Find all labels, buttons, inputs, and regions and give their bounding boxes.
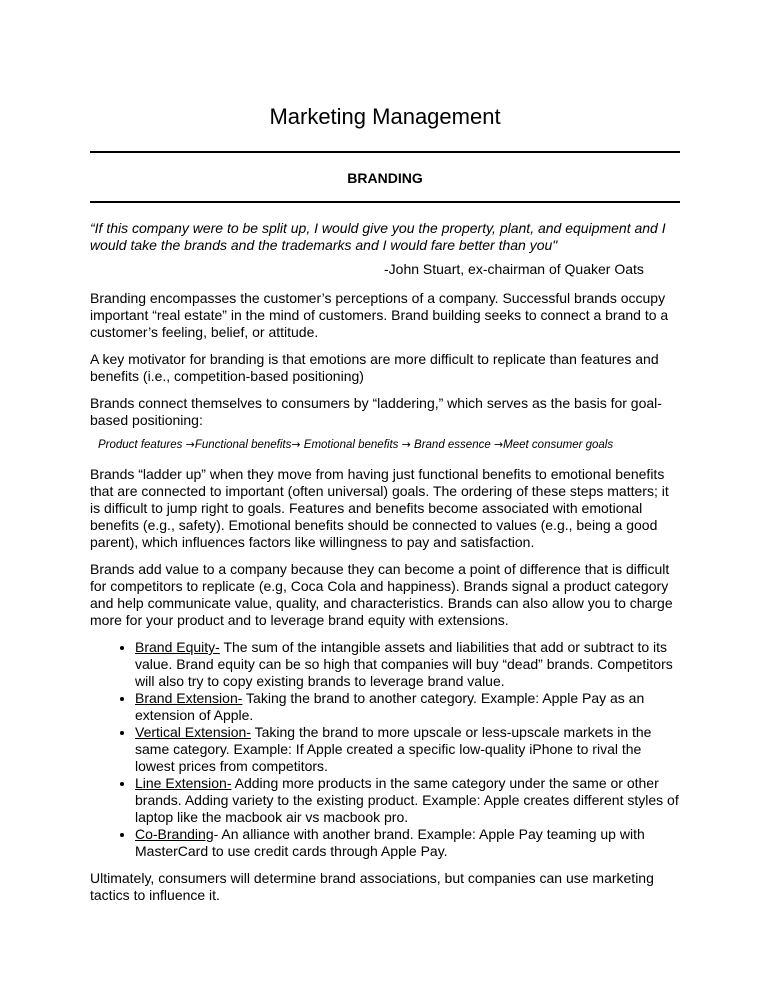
term-label: Co-Branding xyxy=(135,826,214,842)
section-heading: BRANDING xyxy=(347,170,423,186)
right-arrow-icon: → xyxy=(401,438,411,451)
list-item-brand-equity xyxy=(135,639,680,690)
list-item-brand-extension xyxy=(135,690,680,724)
paragraph-intro: Branding encompasses the customer’s perceptions of a company. Successful brands occupy important “real estate” in the mind of customers. Brand building seeks to connect a brand to a customer’s feeling, belief, or attitude. xyxy=(90,290,669,340)
term-label: Brand Equity- xyxy=(135,639,220,655)
paragraph-brand-value: Brands add value to a company because they can become a point of difference that is difficult for competitors to replicate (e.g, Coca Cola and happiness). Brands signal a product category and help communicate value, quality, and characteristics. Brands can also allow you to charge more for your product and to leverage brand equity with extensions. xyxy=(90,561,673,628)
term-definition: The sum of the intangible assets and liabilities that add or subtract to its value. Brand equity can be so high that companies will buy “dead” brands. Competitors will also try to copy existing brands to leverage brand value. xyxy=(135,639,673,689)
term-label: Vertical Extension- xyxy=(135,724,251,740)
quote-attribution: -John Stuart, ex-chairman of Quaker Oats xyxy=(384,261,644,277)
list-item-line-extension xyxy=(135,775,680,826)
top-divider xyxy=(90,151,680,153)
laddering-chain xyxy=(98,436,680,454)
ladder-step-product-features: Product features xyxy=(98,439,183,451)
paragraph-ladder-up: Brands “ladder up” when they move from having just functional benefits to emotional benefits that are connected to important (often universal) goals. The ordering of these steps matters; it is difficult to jump right to goals. Features and benefits become associated with emotional benefits (e.g., safety). Emotional benefits should be connected to values (e.g., being a good parent), which influences factors like willingness to pay and satisfaction. xyxy=(90,466,669,550)
paragraph-conclusion: Ultimately, consumers will determine brand associations, but companies can use marketing tactics to influence it. xyxy=(90,870,654,903)
term-definition: Taking the brand to more upscale or less-upscale markets in the same category. Example: If Apple created a specific low-quality iPhone to rival the lowest prices from competitors. xyxy=(135,724,652,774)
term-definition: Adding more products in the same category under the same or other brands. Adding variety to the existing product. Example: Apple creates different styles of laptop like the macbook air vs macbook pro. xyxy=(135,775,679,825)
ladder-step-functional-benefits: Functional benefits xyxy=(194,439,292,451)
list-item-vertical-extension xyxy=(135,724,680,775)
term-definition: Taking the brand to another category. Example: Apple Pay as an extension of Apple. xyxy=(135,690,645,723)
ladder-step-consumer-goals: Meet consumer goals xyxy=(503,439,614,451)
bottom-divider xyxy=(90,201,680,203)
list-item-co-branding xyxy=(135,826,680,860)
brand-terms-list xyxy=(90,639,680,860)
term-definition: - An alliance with another brand. Example: Apple Pay teaming up with MasterCard to use credit cards through Apple Pay. xyxy=(135,826,645,859)
paragraph-motivator: A key motivator for branding is that emotions are more difficult to replicate than features and benefits (i.e., competition-based positioning) xyxy=(90,351,659,384)
paragraph-laddering: Brands connect themselves to consumers by “laddering,” which serves as the basis for goal-based positioning: xyxy=(90,395,662,428)
right-arrow-icon: → xyxy=(493,438,504,451)
ladder-step-emotional-benefits: Emotional benefits xyxy=(303,439,399,451)
right-arrow-icon: → xyxy=(291,438,301,451)
term-label: Brand Extension- xyxy=(135,690,243,706)
right-arrow-icon: → xyxy=(185,438,195,451)
term-label: Line Extension- xyxy=(135,775,232,791)
ladder-step-brand-essence: Brand essence xyxy=(414,439,491,451)
document-body xyxy=(90,220,680,914)
page-title: Marketing Management xyxy=(269,104,501,129)
opening-quote: “If this company were to be split up, I would give you the property, plant, and equipment and I would take the brands and the trademarks and I would fare better than you" xyxy=(90,220,666,253)
